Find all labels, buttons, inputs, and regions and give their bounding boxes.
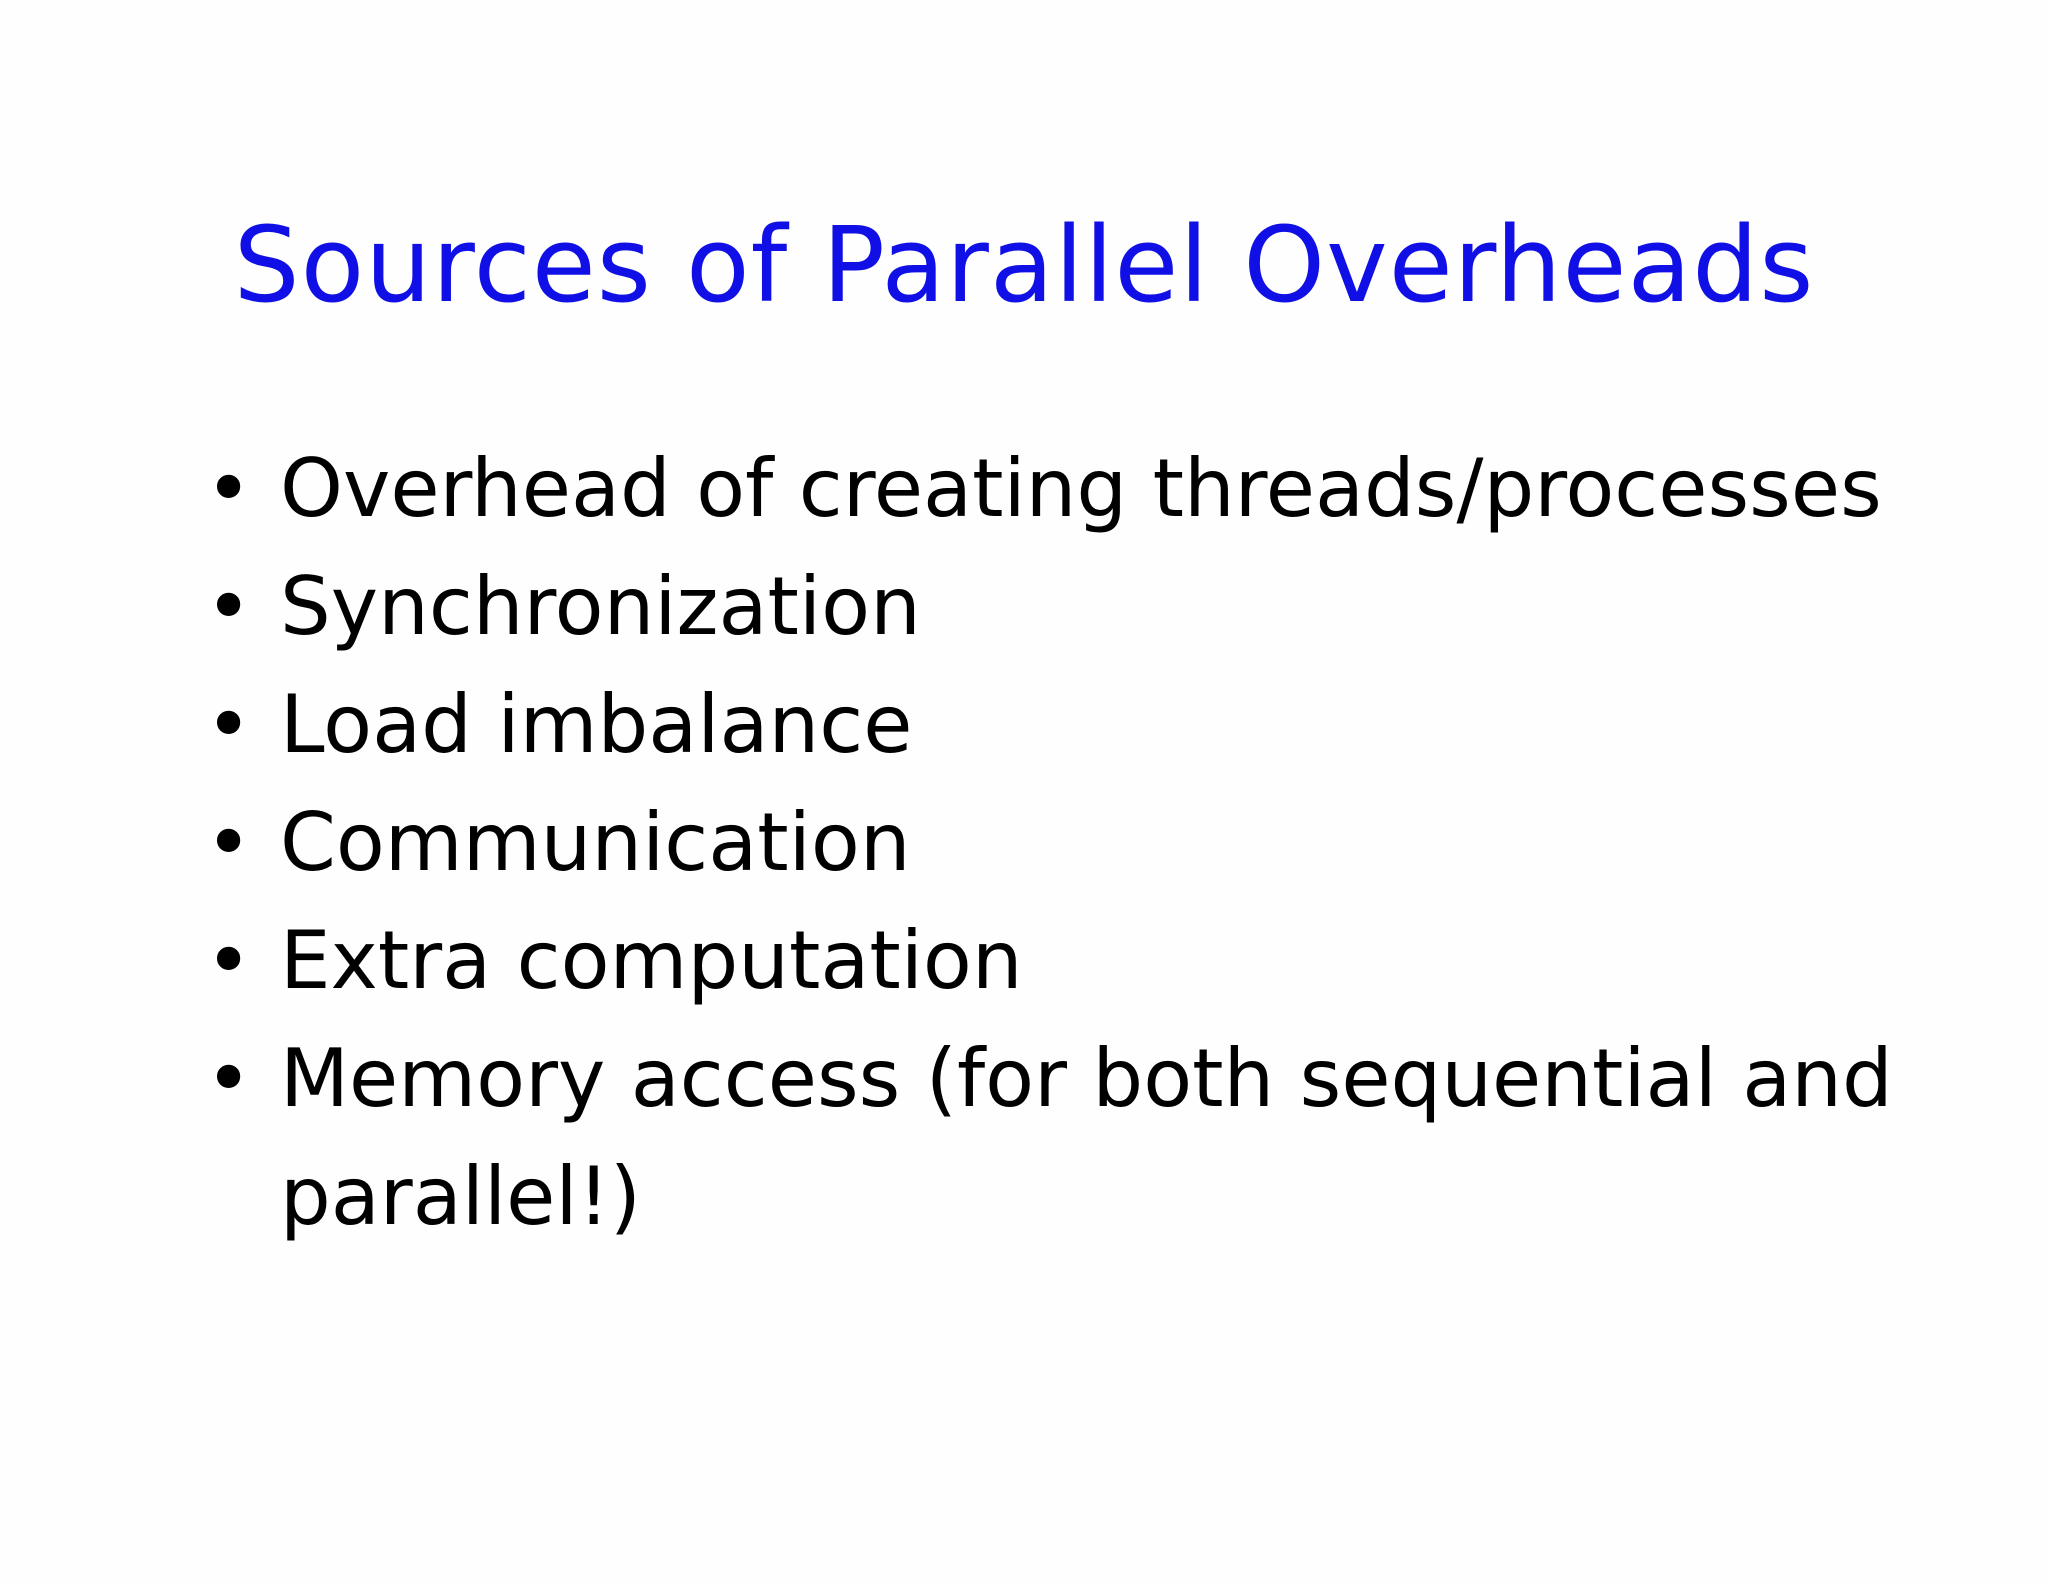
- bullet-text: Extra computation: [280, 914, 1023, 1007]
- bullet-item: [205, 430, 1905, 548]
- bullet-list: [205, 430, 1905, 1256]
- bullet-text: Memory access (for both sequential and parallel!): [280, 1032, 1893, 1243]
- bullet-text: Load imbalance: [280, 678, 913, 771]
- bullet-icon: •: [205, 1032, 253, 1125]
- bullet-item: [205, 902, 1905, 1020]
- bullet-text: Communication: [280, 796, 911, 889]
- bullet-icon: •: [205, 678, 253, 771]
- bullet-icon: •: [205, 914, 253, 1007]
- bullet-item: [205, 666, 1905, 784]
- bullet-item: [205, 1020, 1905, 1256]
- bullet-text: Synchronization: [280, 560, 921, 653]
- bullet-icon: •: [205, 442, 253, 535]
- bullet-icon: •: [205, 560, 253, 653]
- bullet-icon: •: [205, 796, 253, 889]
- slide-title: Sources of Parallel Overheads: [233, 204, 1815, 326]
- bullet-text: Overhead of creating threads/processes: [280, 442, 1882, 535]
- bullet-item: [205, 784, 1905, 902]
- bullet-item: [205, 548, 1905, 666]
